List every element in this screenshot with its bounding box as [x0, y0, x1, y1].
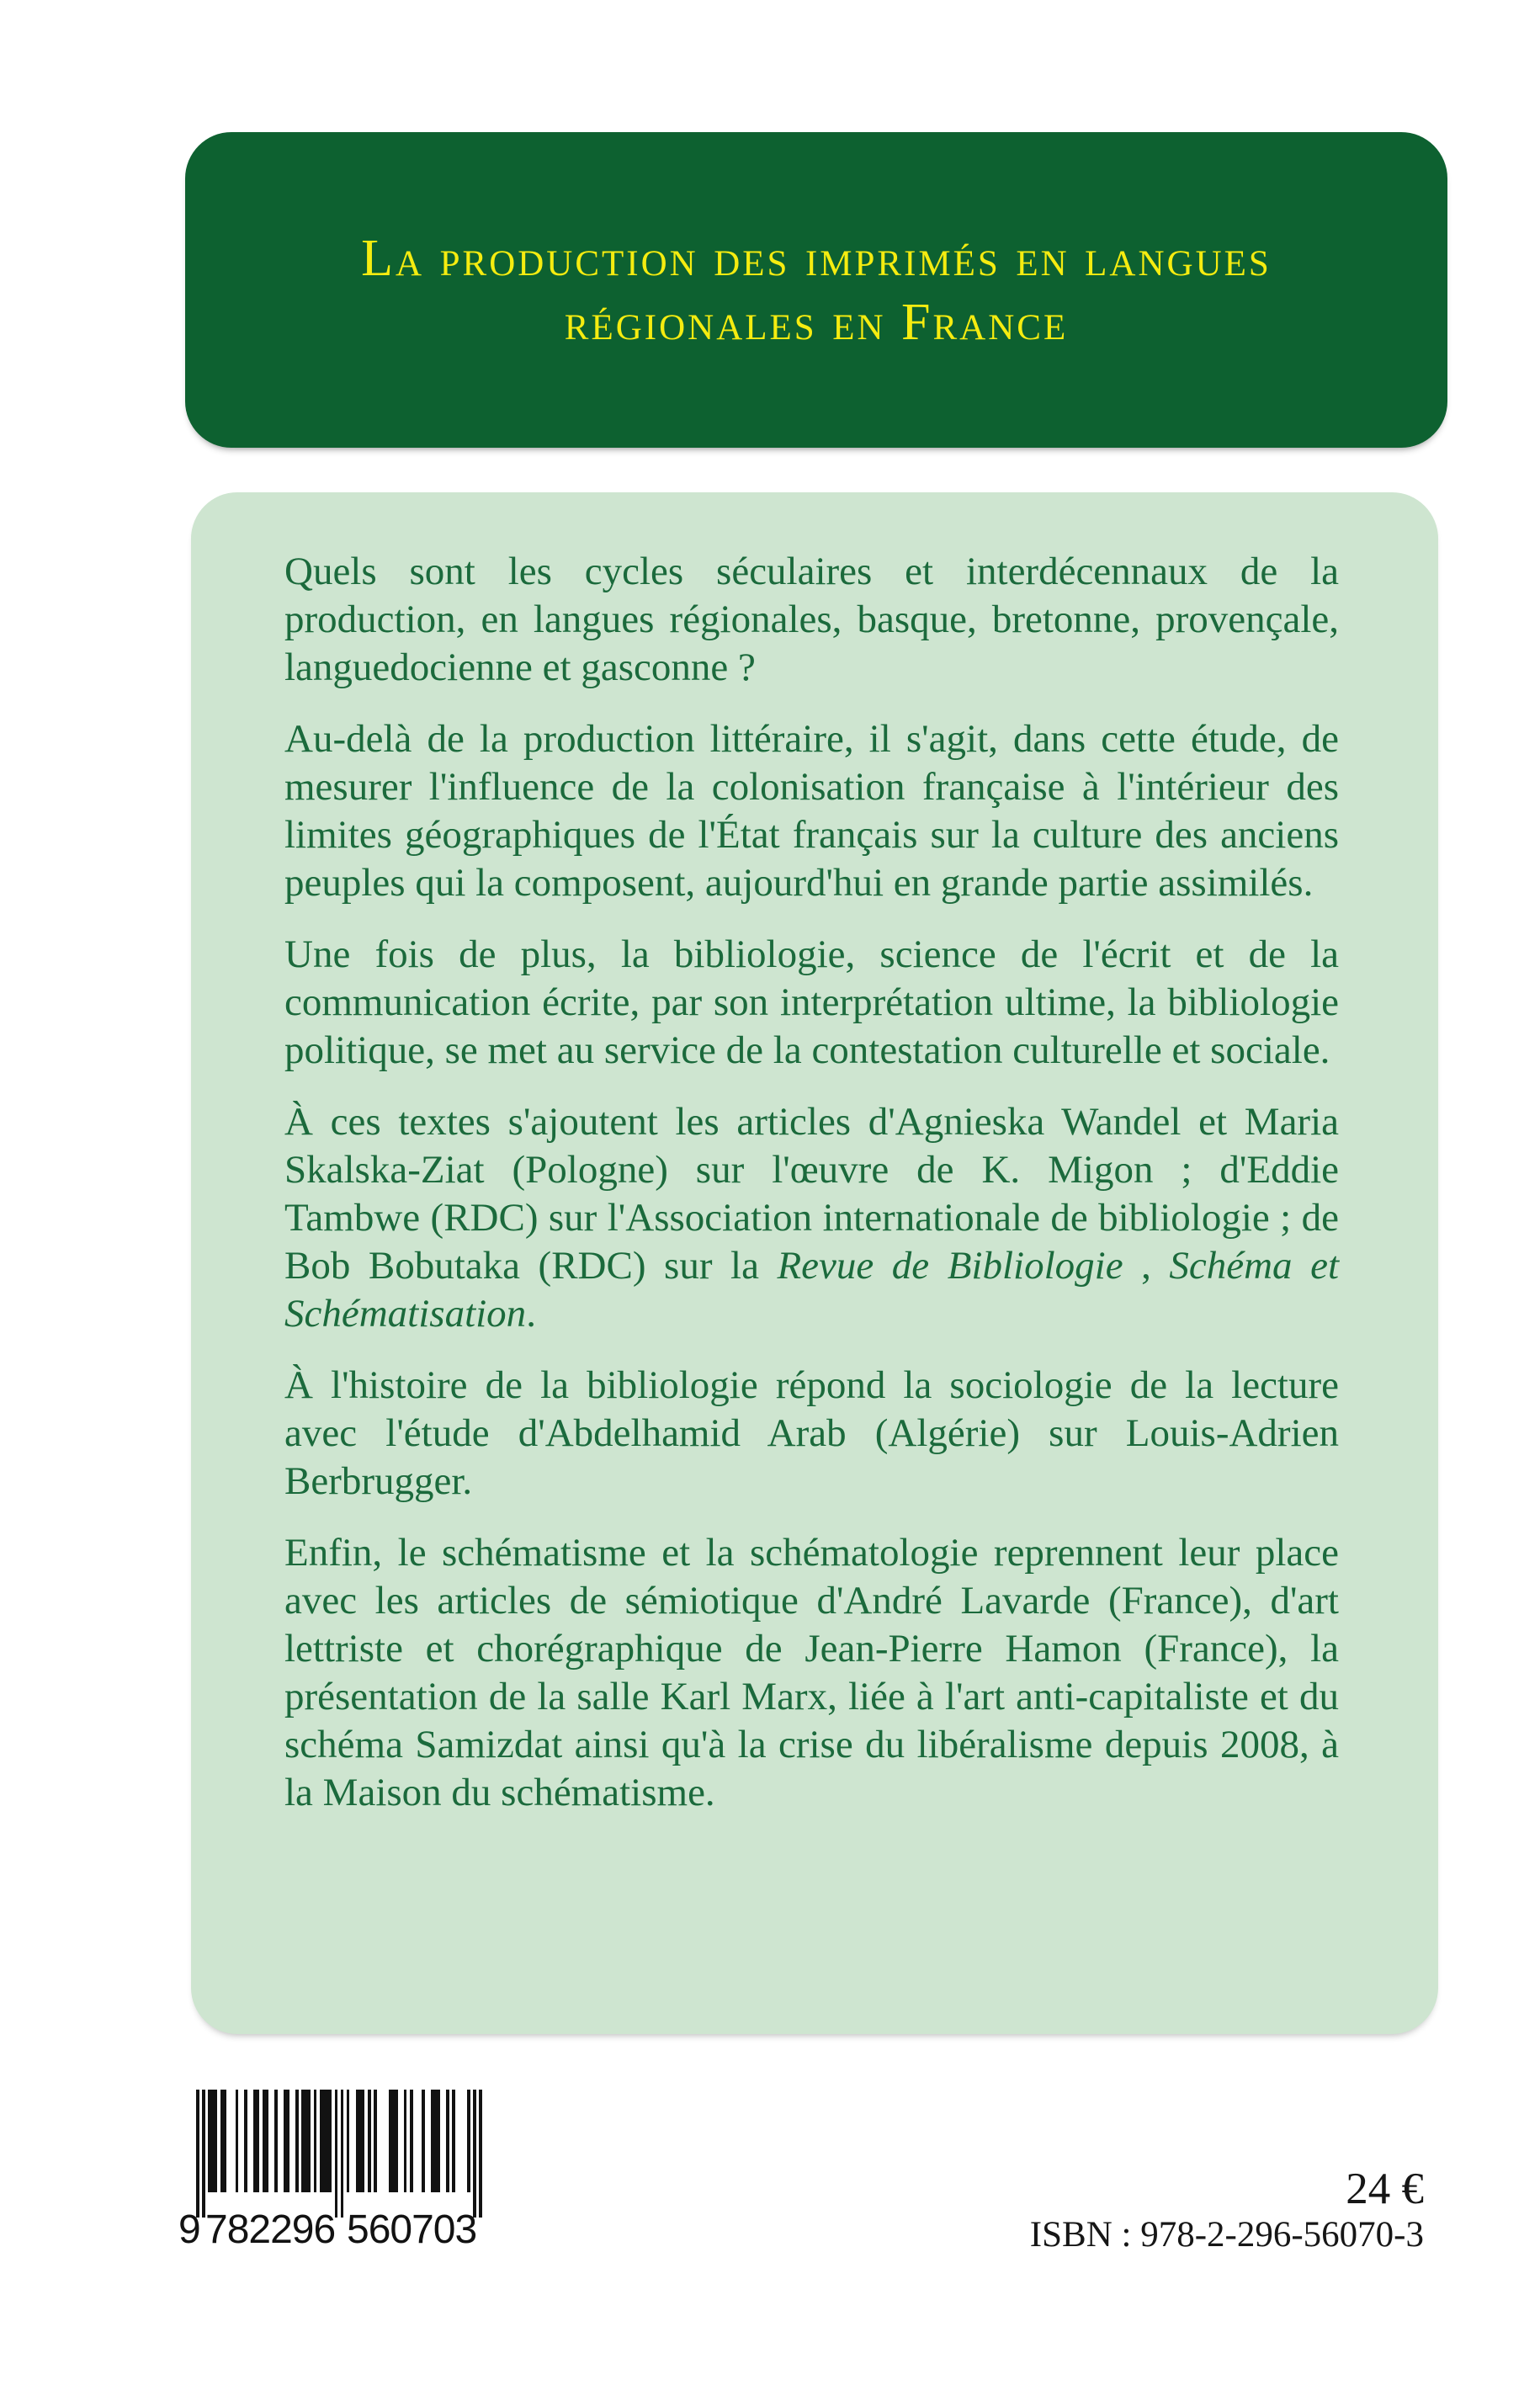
book-title-line-2: régionales en France [564, 293, 1069, 351]
title-banner [185, 132, 1447, 448]
price: 24 € [1346, 2165, 1424, 2213]
barcode [178, 2090, 494, 2258]
isbn: ISBN : 978-2-296-56070-3 [1029, 2215, 1424, 2255]
blurb-paragraph: Enfin, le schématisme et la schématologie reprennent leur place avec les articles de sémiotique d'André Lavarde (France), d'art lettriste et chorégraphique de Jean-Pierre Hamon (France), la présentation de la salle Karl Marx, liée à l'art anti-capitaliste et du schéma Samizdat ainsi qu'à la crise du libéralisme depuis 2008, à la Maison du schématisme. [284, 1531, 1339, 1814]
price-isbn-block [1030, 2165, 1424, 2257]
barcode-bar [479, 2090, 482, 2218]
barcode-digits-left: 782296 [205, 2207, 336, 2252]
blurb-paragraph: Au-delà de la production littéraire, il s'agit, dans cette étude, de mesurer l'influence de la colonisation française à l'intérieur des limites géographiques de l'État français sur la culture des anciens peuples qui la composent, aujourd'hui en grande partie assimilés. [284, 717, 1339, 905]
barcode-digit-prefix: 9 [178, 2207, 200, 2252]
blurb-paragraph: Une fois de plus, la bibliologie, science de l'écrit et de la communication écrite, par son interprétation ultime, la bibliologie politique, se met au service de la contestation culturelle et sociale. [284, 932, 1339, 1072]
blurb-panel [191, 492, 1438, 2034]
barcode-digits [178, 2208, 494, 2255]
barcode-digits-right: 560703 [347, 2207, 477, 2252]
blurb-paragraph: À l'histoire de la bibliologie répond la sociologie de la lecture avec l'étude d'Abdelhamid Arab (Algérie) sur Louis-Adrien Berbrugger. [284, 1363, 1339, 1503]
barcode-bars [196, 2090, 482, 2218]
blurb-paragraph: À ces textes s'ajoutent les articles d'Agnieska Wandel et Maria Skalska-Ziat (Pologne) sur l'œuvre de K. Migon ; d'Eddie Tambwe (RDC) sur l'Association internationale de bibliologie ; de Bob Bobutaka (RDC) sur la Revue de Bibliologie , Schéma et Schématisation. [284, 1100, 1340, 1336]
blurb-paragraphs [284, 548, 1339, 1817]
blurb-paragraph: Quels sont les cycles séculaires et interdécennaux de la production, en langues régionales, basque, bretonne, provençale, languedocienne et gasconne ? [284, 550, 1339, 689]
book-title-line-1: La production des imprimés en langues [361, 229, 1272, 287]
